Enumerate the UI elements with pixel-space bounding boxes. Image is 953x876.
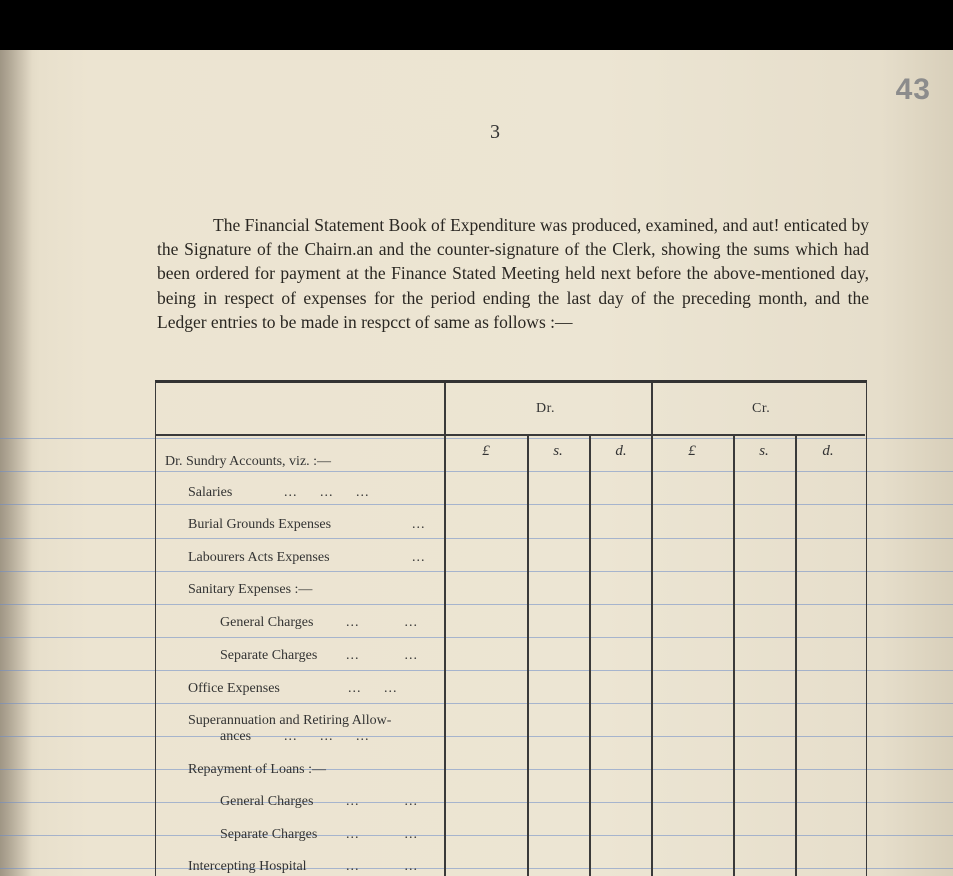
row-label-loans-general-charges: General Charges (220, 794, 314, 809)
row-label-sanitary-separate-charges: Separate Charges (220, 648, 318, 663)
row-label-sanitary-general-charges: General Charges (220, 615, 314, 630)
leader-dots: ... ... (346, 827, 418, 842)
header-rule (156, 434, 865, 436)
leader-dots: ... ... (346, 615, 418, 630)
row-label-sanitary-expenses: Sanitary Expenses :— (188, 582, 313, 597)
leader-dots: ... ... (346, 794, 418, 809)
row-label-labourers-acts: Labourers Acts Expenses (188, 550, 330, 565)
column-divider (589, 435, 591, 876)
cr-pence-header: d. (822, 443, 834, 459)
column-divider (444, 383, 446, 876)
leader-dots: ... (412, 550, 426, 565)
leader-dots: ... ... (346, 859, 418, 874)
row-label-repayment-of-loans: Repayment of Loans :— (188, 762, 327, 777)
row-label-salaries: Salaries (188, 485, 233, 500)
page-binding-shadow (0, 50, 32, 876)
row-label-intercepting-hospital: Intercepting Hospital (188, 859, 307, 874)
folio-number: 43 (895, 73, 931, 106)
leader-dots: ... ... (348, 681, 398, 696)
leader-dots: ... (412, 517, 426, 532)
row-label-office-expenses: Office Expenses (188, 681, 280, 696)
row-label-superannuation-cont: ances (220, 729, 252, 744)
debit-heading: Dr. (536, 401, 555, 416)
column-divider (733, 435, 735, 876)
ledger-table (155, 380, 867, 876)
row-label-loans-separate-charges: Separate Charges (220, 827, 318, 842)
column-divider (651, 383, 653, 876)
credit-heading: Cr. (752, 401, 771, 416)
top-black-border (0, 0, 953, 50)
dr-pence-header: d. (615, 443, 627, 459)
cr-pounds-header: £ (688, 443, 696, 459)
column-divider (527, 435, 529, 876)
leader-dots: ... ... ... (284, 729, 370, 744)
row-label-superannuation: Superannuation and Retiring Allow- (188, 713, 392, 728)
column-divider (795, 435, 797, 876)
dr-pounds-header: £ (482, 443, 490, 459)
row-label-sundry-accounts: Dr. Sundry Accounts, viz. :— (165, 454, 332, 469)
statement-paragraph: The Financial Statement Book of Expenditure was produced, examined, and aut! enticated by the Signature of the Chairn.an and the counter-signature of the Clerk, showing the sums which had been ordered for payment at the Finance Stated Meeting held next before the above-mentioned day, being in respect of expenses for the period ending the last day of the preceding month, and the Ledger entries to be made in respcct of same as follows :— (157, 215, 869, 332)
leader-dots: ... ... ... (284, 485, 370, 500)
row-label-burial-grounds: Burial Grounds Expenses (188, 517, 332, 532)
cr-shillings-header: s. (759, 443, 769, 459)
leader-dots: ... ... (346, 648, 418, 663)
page-number: 3 (490, 121, 500, 143)
dr-shillings-header: s. (553, 443, 563, 459)
